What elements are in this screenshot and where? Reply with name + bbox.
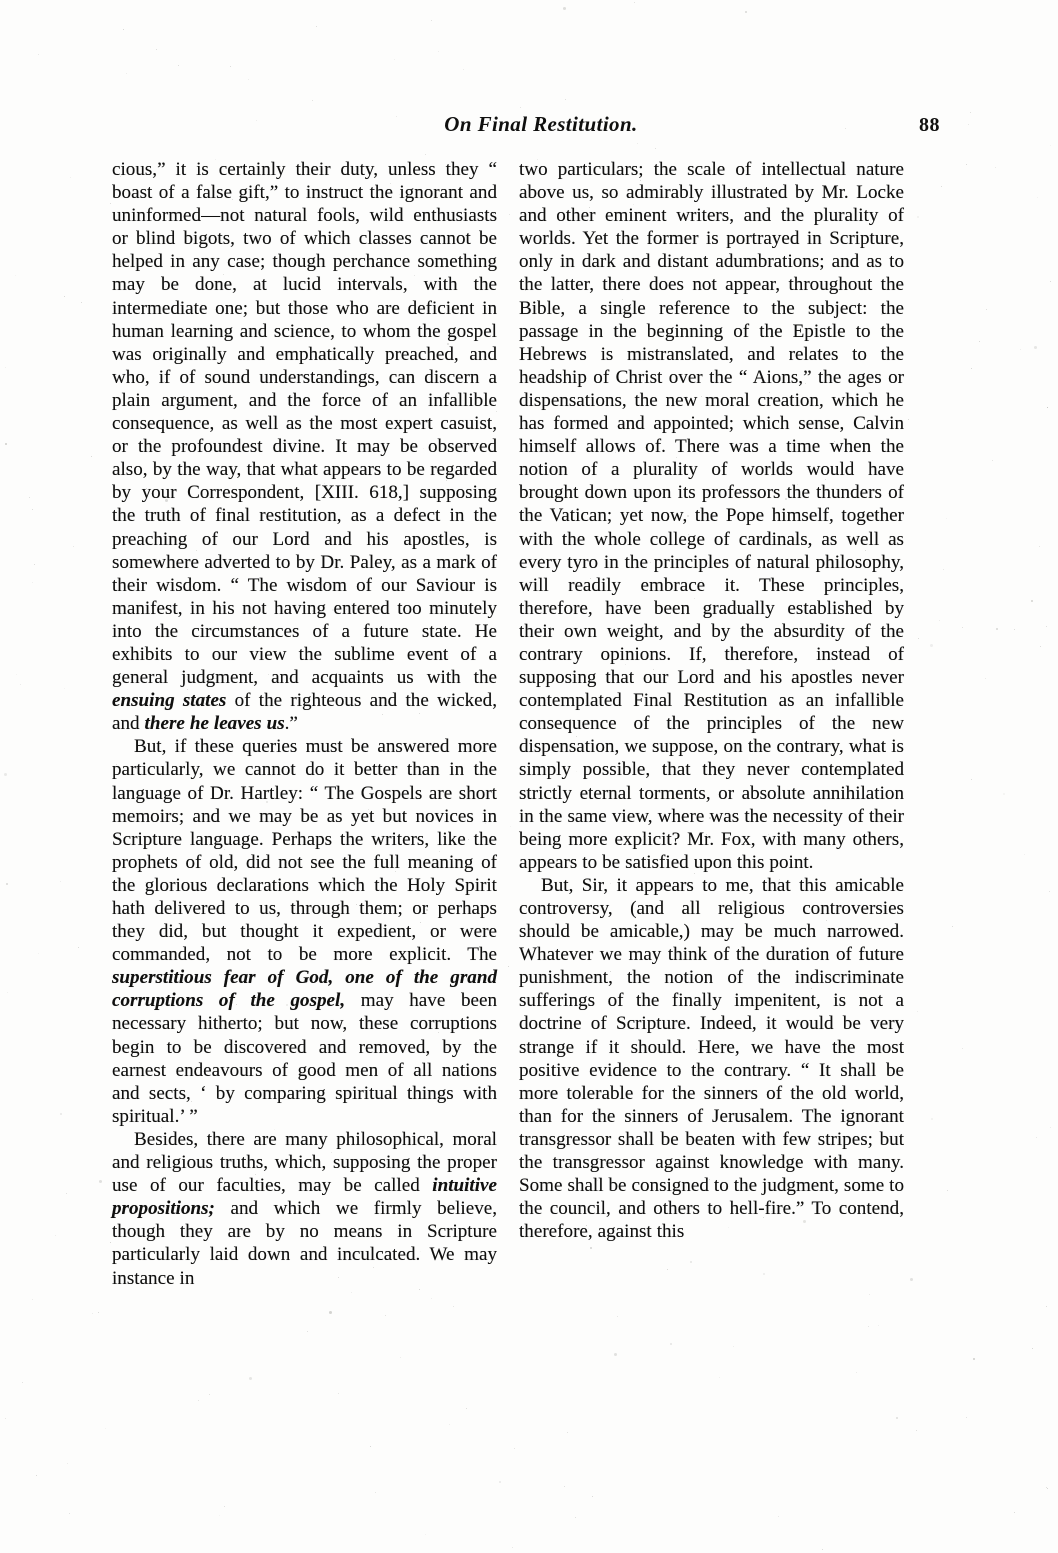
body-paragraph xyxy=(112,158,497,735)
page-number: 88 xyxy=(919,114,940,136)
text-run: .” xyxy=(284,713,298,735)
italic-run: ensuing states xyxy=(112,690,227,712)
italic-run: superstitious fear of God, one of the grand corruptions of the gospel, xyxy=(112,967,497,1012)
italic-run: intuitive propositions; xyxy=(112,1175,497,1220)
page-title: On Final Restitution. xyxy=(444,112,638,136)
running-head xyxy=(112,112,948,146)
body-paragraph xyxy=(112,735,497,1128)
text-run: may have been necessary hitherto; but now, these corruptions begin to be discovered and removed, by the earnest endeavours of good men of all nations and sects, ‘ by comparing spiritual things with spiritual.’ ” xyxy=(112,990,497,1127)
text-run: Besides, there are many philosophical, moral and religious truths, which, supposing the proper use of our faculties, may be called xyxy=(112,1128,497,1197)
text-run: and which we firmly believe, though they are by no means in Scripture particularly laid down and inculcated. We may instance in xyxy=(112,1198,497,1289)
body-paragraph xyxy=(519,874,904,1244)
body-paragraph xyxy=(112,1128,497,1290)
text-run: But, if these queries must be answered more particularly, we cannot do it better than in the language of Dr. Hartley: “ The Gospels are short memoirs; and we may be as yet but novices in Scripture language. Perhaps the writers, like the prophets of old, did not see the full meaning of the glorious declarations which the Holy Spirit hath delivered to us, through them; or perhaps they did, but thought it expedient, or were commanded, not to be more explicit. The xyxy=(112,736,497,966)
left-column xyxy=(112,158,497,1458)
text-run: two particulars; the scale of intellectual nature above us, so admirably illustrated by Mr. Locke and other eminent writers, and the plurality of worlds. Yet the former is portrayed in Scripture, only in dark and distant adumbrations; and as to the latter, there does not appear, throughout the Bible, a single reference to the subject: the passage in the beginning of the Epistle to the Hebrews is mistranslated, and relates to the headship of Christ over the “ Aions,” the ages or dispensations, the new moral creation, which he has formed and appointed; which sense, Calvin himself allows of. There was a time when the notion of a plurality of worlds would have brought down upon its professors the thunders of the Vatican; yet now, the Pope himself, together with the whole college of cardinals, as well as every tyro in the principles of natural philosophy, will readily embrace it. These principles, therefore, have been gradually established by their own weight, and by the absurdity of the contrary opinions. If, therefore, instead of supposing that our Lord and his apostles never contemplated Final Restitution as an infallible consequence of the principles of the new dispensation, we suppose, on the contrary, what is simply possible, that they never contemplated strictly eternal torments, or absolute annihilation in the same view, where was the necessity of their being more explicit? Mr. Fox, with many others, appears to be satisfied upon this point. xyxy=(519,159,904,873)
italic-run: there he leaves us xyxy=(144,713,285,735)
two-column-body xyxy=(112,158,948,1458)
right-column xyxy=(519,158,904,1458)
text-run: cious,” it is certainly their duty, unless they “ boast of a false gift,” to instruct the ignorant and uninformed—not natural fools, wild enthusiasts or blind bigots, two of which classes cannot be helped in any case; though perchance something may be done, at lucid intervals, with the intermediate one; but those who are deficient in human learning and science, to whom the gospel was originally and emphatically preached, and who, if of sound understandings, can discern a plain argument, and the force of an infallible consequence, as well as the most expert casuist, or the profoundest divine. It may be observed also, by the way, that what appears to be regarded by your Correspondent, [XIII. 618,] supposing the truth of final restitution, as a defect in the preaching of our Lord and his apostles, is somewhere adverted to by Dr. Paley, as a mark of their wisdom. “ The wisdom of our Saviour is manifest, in his not having entered too minutely into the circumstances of a future state. He exhibits to our view the sublime event of a general judgment, and acquaints us with the xyxy=(112,159,497,689)
body-paragraph xyxy=(519,158,904,874)
text-run: But, Sir, it appears to me, that this amicable controversy, (and all religious controversies should be amicable,) may be much narrowed. Whatever we may think of the duration of future punishment, the notion of the indiscriminate sufferings of the finally impenitent, is not a doctrine of Scripture. Indeed, it would be very strange if it should. Here, we have the most positive evidence to the contrary. “ It shall be more tolerable for the sinners of the old world, than for the sinners of Jerusalem. The ignorant transgressor shall be beaten with few stripes; but the transgressor against knowledge with many. Some shall be consigned to the judgment, some to the council, and others to hell-fire.” To contend, therefore, against this xyxy=(519,874,905,1243)
text-run: of the righteous and the wicked, and xyxy=(112,690,497,735)
